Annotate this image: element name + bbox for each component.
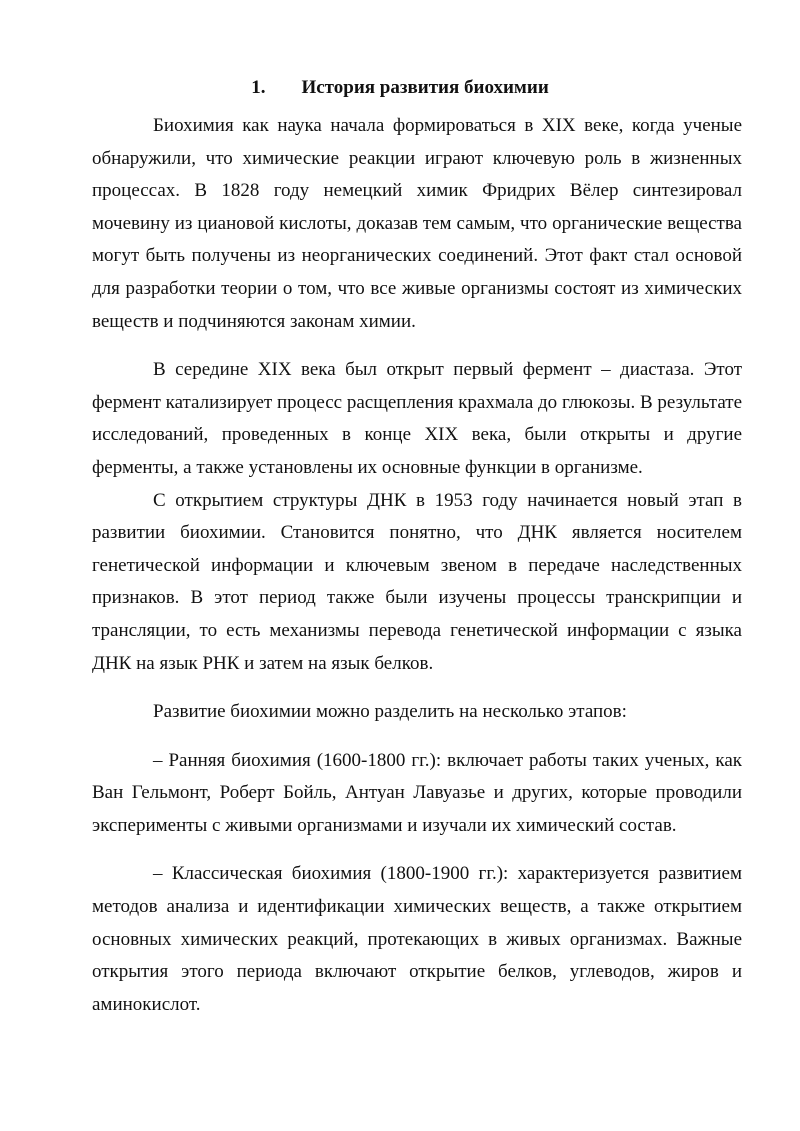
section-number: 1. [251,77,266,98]
list-item-early-biochemistry: – Ранняя биохимия (1600-1800 гг.): включает работы таких ученых, как Ван Гельмонт, Роберт Бойль, Антуан Лавуазье и других, которые проводили эксперименты с живыми организмами и изучали их химический состав. [92,749,742,836]
list-item-classical-biochemistry: – Классическая биохимия (1800-1900 гг.): характеризуется развитием методов анализа и идентификации химических веществ, а также открытием основных химических реакций, протекающих в живых организмах. Важные открытия этого периода включают открытие белков, углеводов, жиров и аминокислот. [92,863,742,1015]
paragraph-dna-structure: С открытием структуры ДНК в 1953 году начинается новый этап в развитии биохимии. Становится понятно, что ДНК является носителем генетической информации и ключевым звеном в передаче наследственных признаков. В этот период также были изучены процессы транскрипции и трансляции, то есть механизмы перевода генетической информации с языка ДНК на язык РНК и затем на язык белков. [92,489,742,674]
paragraph-stages-intro: Развитие биохимии можно разделить на несколько этапов: [153,701,627,723]
paragraph-history-intro: Биохимия как наука начала формироваться в XIX веке, когда ученые обнаружили, что химические реакции играют ключевую роль в жизненных процессах. В 1828 году немецкий химик Фридрих Вёлер синтезировал мочевину из циановой кислоты, доказав тем самым, что органические вещества могут быть получены из неорганических соединений. Этот факт стал основой для разработки теории о том, что все живые организмы состоят из химических веществ и подчиняются законам химии. [92,115,742,332]
section-title: История развития биохимии [301,77,549,98]
document-body [92,110,742,1021]
section-heading [0,74,800,102]
paragraph-first-enzyme: В середине XIX века был открыт первый фермент – диастаза. Этот фермент катализирует процесс расщепления крахмала до глюкозы. В результате исследований, проведенных в конце XIX века, были открыты и другие ферменты, а также установлены их основные функции в организме. [92,359,742,478]
